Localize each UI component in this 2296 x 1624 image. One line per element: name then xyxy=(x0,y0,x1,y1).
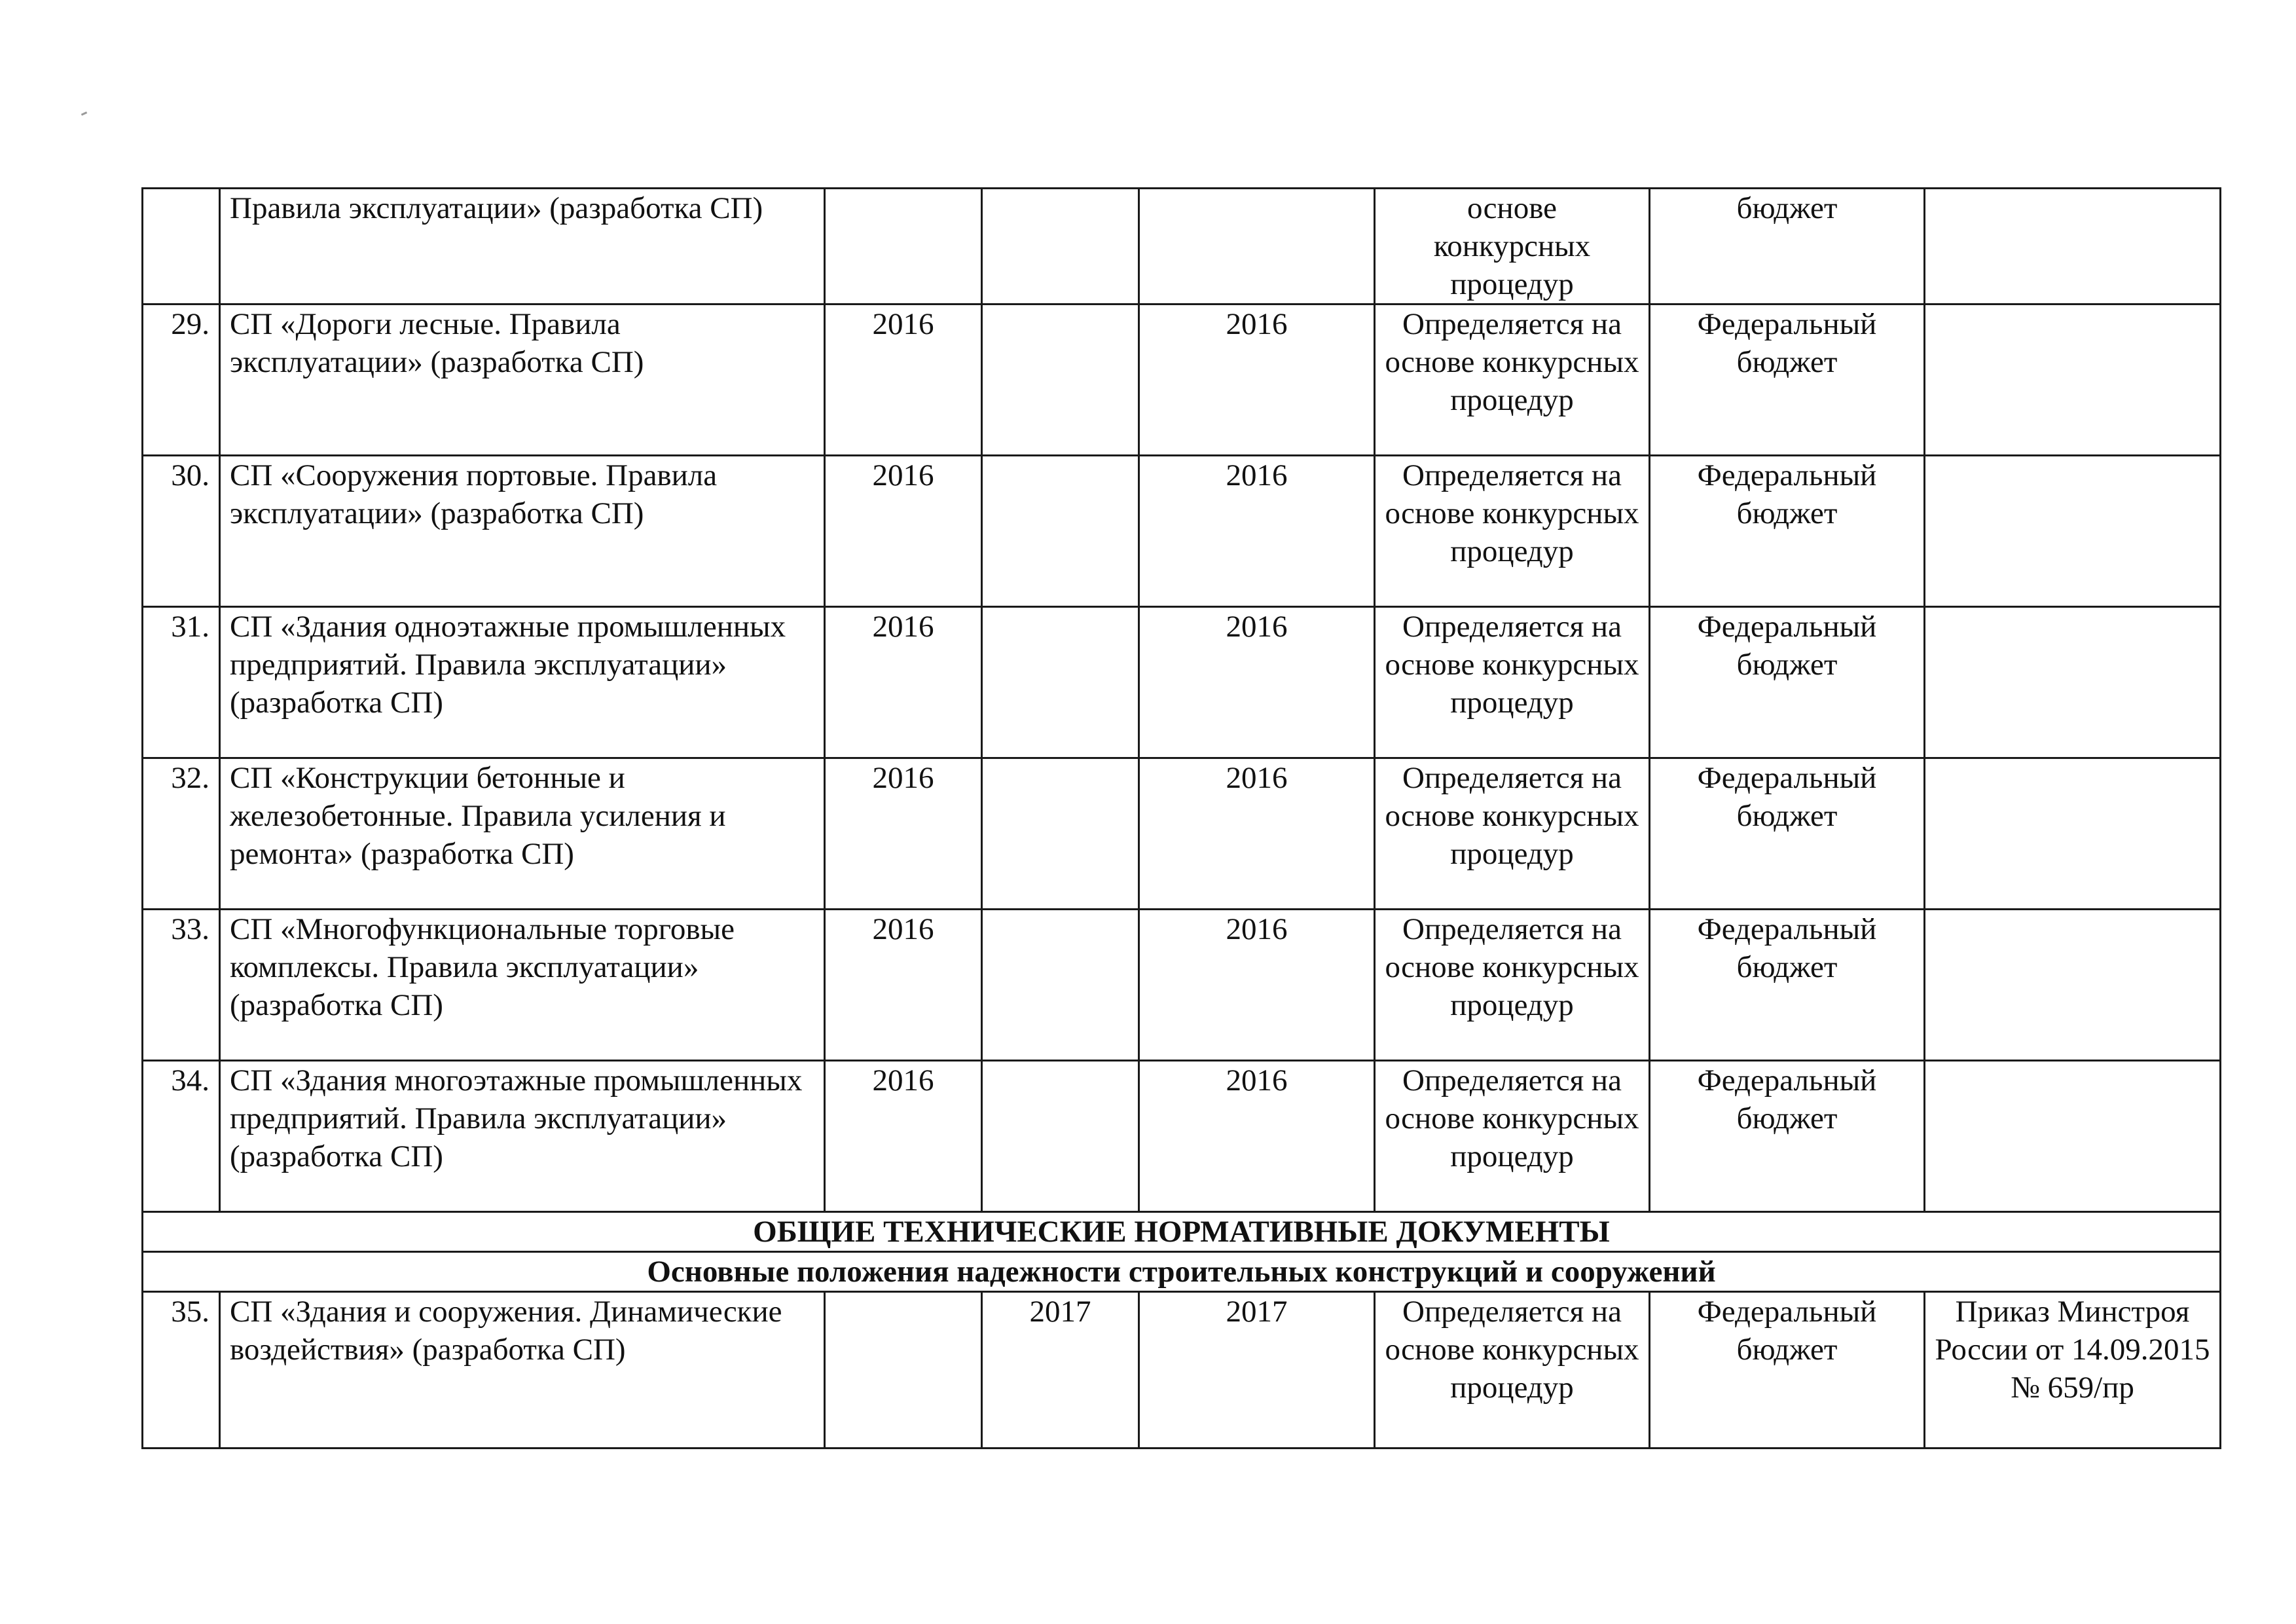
cell-source: Федеральный бюджет xyxy=(1650,1292,1925,1449)
cell-end: 2016 xyxy=(1139,304,1375,456)
scan-artifact-mark xyxy=(81,111,87,116)
cell-start: 2016 xyxy=(825,910,982,1061)
cell-start xyxy=(825,189,982,304)
cell-col4 xyxy=(982,304,1139,456)
cell-funding-method: Определяется на основе конкурсных процедур xyxy=(1375,1292,1650,1449)
cell-num: 33. xyxy=(143,910,220,1061)
cell-start: 2016 xyxy=(825,758,982,910)
cell-start: 2016 xyxy=(825,456,982,607)
cell-num: 30. xyxy=(143,456,220,607)
cell-name: СП «Дороги лесные. Правила эксплуатации» (разработка СП) xyxy=(220,304,825,456)
cell-source: Федеральный бюджет xyxy=(1650,1061,1925,1212)
cell-col4 xyxy=(982,607,1139,758)
cell-end: 2016 xyxy=(1139,1061,1375,1212)
cell-col4 xyxy=(982,456,1139,607)
cell-col4 xyxy=(982,189,1139,304)
cell-start: 2016 xyxy=(825,1061,982,1212)
cell-name: СП «Конструкции бетонные и железобетонные. Правила усиления и ремонта» (разработка СП) xyxy=(220,758,825,910)
cell-num xyxy=(143,189,220,304)
cell-funding-method: Определяется на основе конкурсных процедур xyxy=(1375,304,1650,456)
cell-num: 29. xyxy=(143,304,220,456)
cell-num: 35. xyxy=(143,1292,220,1449)
cell-source: Федеральный бюджет xyxy=(1650,456,1925,607)
cell-name: СП «Сооружения портовые. Правила эксплуатации» (разработка СП) xyxy=(220,456,825,607)
cell-funding-method: Определяется на основе конкурсных процедур xyxy=(1375,607,1650,758)
cell-col4: 2017 xyxy=(982,1292,1139,1449)
cell-col4 xyxy=(982,758,1139,910)
cell-note xyxy=(1925,910,2221,1061)
work-plan-table xyxy=(141,187,2221,1449)
subsection-header-row xyxy=(143,1252,2221,1292)
cell-funding-method: Определяется на основе конкурсных процедур xyxy=(1375,910,1650,1061)
cell-num: 32. xyxy=(143,758,220,910)
table-row xyxy=(143,758,2221,910)
cell-funding-method: Определяется на основе конкурсных процедур xyxy=(1375,758,1650,910)
cell-end xyxy=(1139,189,1375,304)
table-row-continued xyxy=(143,189,2221,304)
cell-note xyxy=(1925,758,2221,910)
cell-end: 2016 xyxy=(1139,910,1375,1061)
cell-source: Федеральный бюджет xyxy=(1650,758,1925,910)
cell-end: 2017 xyxy=(1139,1292,1375,1449)
table-row xyxy=(143,1292,2221,1449)
cell-num: 31. xyxy=(143,607,220,758)
cell-start xyxy=(825,1292,982,1449)
cell-source: Федеральный бюджет xyxy=(1650,910,1925,1061)
cell-start: 2016 xyxy=(825,607,982,758)
cell-funding-method: основе конкурсных процедур xyxy=(1375,189,1650,304)
table-row xyxy=(143,607,2221,758)
cell-start: 2016 xyxy=(825,304,982,456)
cell-name: СП «Здания многоэтажные промышленных предприятий. Правила эксплуатации» (разработка СП) xyxy=(220,1061,825,1212)
cell-funding-method: Определяется на основе конкурсных процедур xyxy=(1375,1061,1650,1212)
cell-note xyxy=(1925,304,2221,456)
cell-note xyxy=(1925,607,2221,758)
cell-name: СП «Многофункциональные торговые комплексы. Правила эксплуатации» (разработка СП) xyxy=(220,910,825,1061)
cell-end: 2016 xyxy=(1139,758,1375,910)
table-row xyxy=(143,456,2221,607)
cell-source: бюджет xyxy=(1650,189,1925,304)
cell-note xyxy=(1925,189,2221,304)
section-header-row xyxy=(143,1212,2221,1252)
cell-col4 xyxy=(982,910,1139,1061)
cell-end: 2016 xyxy=(1139,456,1375,607)
cell-note xyxy=(1925,1061,2221,1212)
cell-col4 xyxy=(982,1061,1139,1212)
cell-funding-method: Определяется на основе конкурсных процедур xyxy=(1375,456,1650,607)
cell-source: Федеральный бюджет xyxy=(1650,607,1925,758)
cell-note xyxy=(1925,456,2221,607)
cell-source: Федеральный бюджет xyxy=(1650,304,1925,456)
cell-name: СП «Здания и сооружения. Динамические воздействия» (разработка СП) xyxy=(220,1292,825,1449)
cell-name: СП «Здания одноэтажные промышленных предприятий. Правила эксплуатации» (разработка СП) xyxy=(220,607,825,758)
table-row xyxy=(143,1061,2221,1212)
subsection-title: Основные положения надежности строительных конструкций и сооружений xyxy=(143,1252,2221,1292)
cell-note: Приказ Минстроя России от 14.09.2015 № 659/пр xyxy=(1925,1292,2221,1449)
section-title: ОБЩИЕ ТЕХНИЧЕСКИЕ НОРМАТИВНЫЕ ДОКУМЕНТЫ xyxy=(143,1212,2221,1252)
cell-num: 34. xyxy=(143,1061,220,1212)
cell-end: 2016 xyxy=(1139,607,1375,758)
table-row xyxy=(143,304,2221,456)
cell-name: Правила эксплуатации» (разработка СП) xyxy=(220,189,825,304)
table-row xyxy=(143,910,2221,1061)
